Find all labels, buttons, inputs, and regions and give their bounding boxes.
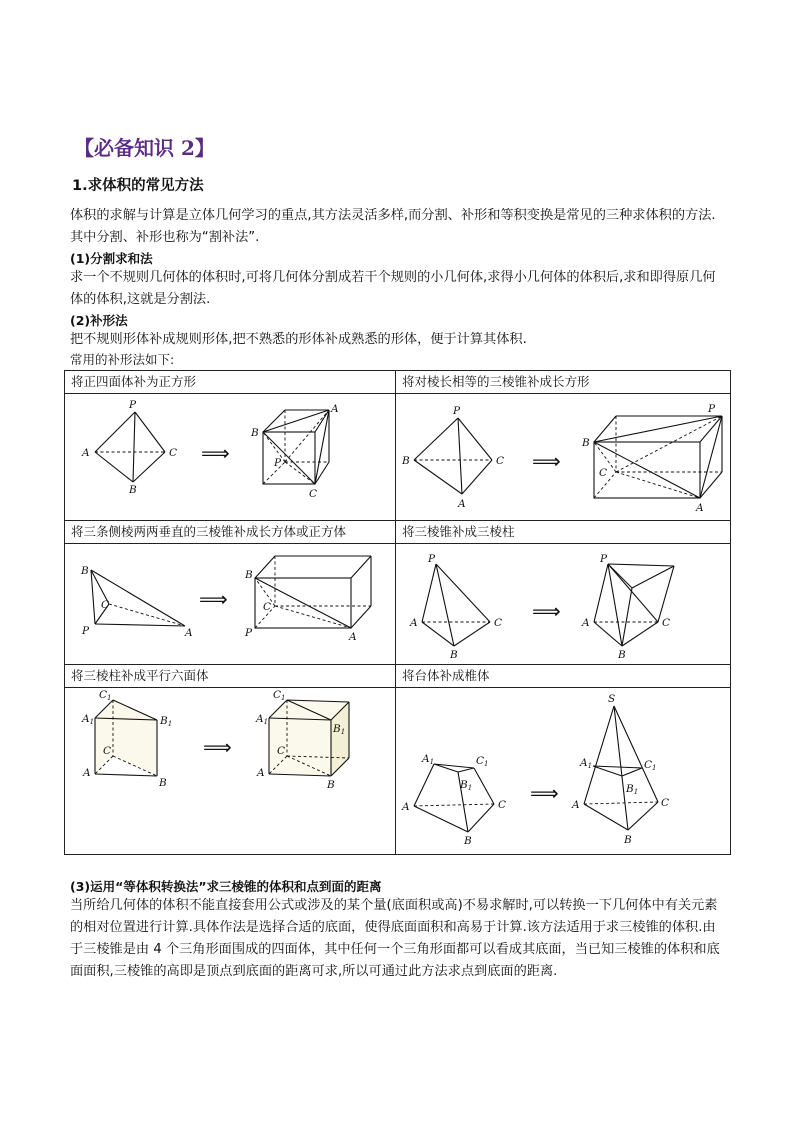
label-c: C: [498, 799, 507, 811]
label-a: A: [83, 767, 91, 779]
figure-tetra-to-prism: [396, 544, 730, 664]
caption-cell: [396, 371, 731, 394]
label-c1: C1: [273, 689, 286, 702]
arrow-icon: ⟹: [201, 441, 230, 465]
caption-cell: [65, 665, 396, 688]
figure-cell: [396, 688, 731, 855]
triangular-prism: [594, 564, 674, 646]
label-b: B: [327, 779, 335, 791]
method2-text: 把不规则形体补成规则形体,把不熟悉的形体补成熟悉的形体，便于计算其体积.: [70, 332, 527, 347]
label-c: C: [494, 617, 503, 629]
label-a: A: [331, 403, 339, 415]
method2-title: (2)补形法: [70, 313, 128, 328]
figure-cell: [65, 394, 396, 521]
arrow-icon: ⟹: [532, 449, 561, 473]
frustum: [414, 764, 494, 832]
label-b: B: [582, 437, 590, 449]
figure-prism-to-parallelepiped: [65, 688, 395, 854]
label-a: A: [349, 631, 357, 643]
label-b: B: [624, 834, 632, 846]
label-b1: B1: [160, 715, 173, 728]
label-b: B: [450, 649, 458, 661]
label-c: C: [662, 617, 671, 629]
tetrahedron: [422, 564, 490, 646]
label-p: P: [708, 403, 716, 415]
table-intro: 常用的补形法如下:: [70, 352, 175, 367]
figure-tetra-to-cuboid: [396, 394, 730, 520]
label-c: C: [103, 745, 112, 757]
label-a: A: [582, 617, 590, 629]
label-a: A: [410, 617, 418, 629]
section-heading: 【必备知识 2】: [74, 136, 215, 160]
arrow-icon: ⟹: [203, 735, 232, 759]
label-p: P: [428, 553, 436, 565]
label-p: P: [453, 405, 461, 417]
label-a1: A1: [422, 753, 435, 766]
label-b1: B1: [626, 783, 639, 796]
label-b: B: [618, 649, 626, 661]
caption-cell: [396, 665, 731, 688]
label-c: C: [496, 455, 505, 467]
label-p: P: [129, 399, 137, 411]
label-c1: C1: [99, 689, 112, 702]
isosceles-tetrahedron: [414, 418, 492, 494]
label-s: S: [608, 693, 616, 705]
caption-tetra-to-prism: 将三棱锥补成三棱柱: [402, 524, 515, 539]
method1-text: 求一个不规则几何体的体积时,可将几何体分割成若干个规则的小几何体,求得小几何体的体积后,求和即得原几何体的体积,这就是分割法.: [70, 270, 716, 307]
figure-tetra-to-cube: [65, 394, 395, 520]
cuboid-figure: [594, 416, 722, 498]
figure-cell: [65, 688, 396, 855]
label-a: A: [82, 447, 90, 459]
label-b1: B1: [333, 723, 346, 736]
label-p: P: [600, 553, 608, 565]
label-a: A: [458, 498, 466, 510]
label-b: B: [464, 835, 472, 847]
label-p: P: [82, 625, 90, 637]
label-p: P: [245, 627, 253, 639]
arrow-icon: ⟹: [199, 587, 228, 611]
figure-cell: [396, 544, 731, 665]
label-c: C: [277, 745, 286, 757]
intro-paragraph: 体积的求解与计算是立体几何学习的重点,其方法灵活多样,而分割、补形和等积变换是常见的三种求体积的方法.其中分割、补形也称为“割补法”.: [70, 208, 716, 245]
label-a: A: [696, 502, 704, 514]
figure-cell: [396, 394, 731, 521]
label-a: A: [185, 627, 193, 639]
method3-text: 当所给几何体的体积不能直接套用公式或涉及的某个量(底面积或高)不易求解时,可以转换一下几何体中有关元素的相对位置进行计算.具体作法是选择合适的底面，使得底面面积和高易于计算.该方法适用于求三棱锥的体积.由于三棱锥是由 4 个三角形面围成的四面体，其中任何一个三角形面都可以看成其底面，当已知三棱锥的体积和底面面积,三棱锥的高即是顶点到底面的距离可求,所以可通过此方法求点到底面的距离.: [70, 898, 720, 979]
label-a1: A1: [580, 757, 593, 770]
caption-tetra-to-cube: 将正四面体补为正方形: [71, 374, 197, 389]
caption-right-tetra: 将三条侧棱两两垂直的三棱锥补成长方体或正方体: [71, 524, 347, 539]
parallelepiped: [269, 700, 349, 776]
label-b: B: [129, 484, 137, 496]
label-a: A: [257, 767, 265, 779]
label-p: P: [274, 457, 282, 469]
label-a: A: [572, 799, 580, 811]
label-b1: B1: [460, 779, 473, 792]
figure-cell: [65, 544, 396, 665]
arrow-icon: ⟹: [530, 781, 559, 805]
caption-tetra-to-cuboid: 将对棱长相等的三棱锥补成长方形: [402, 374, 590, 389]
label-b: B: [81, 565, 89, 577]
label-b: B: [251, 427, 259, 439]
label-b: B: [402, 455, 410, 467]
label-c: C: [169, 447, 178, 459]
method1-title: (1)分割求和法: [70, 251, 153, 266]
label-c: C: [309, 488, 318, 500]
caption-cell: [396, 521, 731, 544]
cube-figure: [263, 410, 329, 484]
figure-right-tetra: [65, 544, 395, 664]
caption-cell: [65, 371, 396, 394]
caption-prism-to-parallelepiped: 将三棱柱补成平行六面体: [71, 668, 209, 683]
completion-methods-table: [64, 370, 731, 855]
label-c1: C1: [476, 755, 489, 768]
topic-title: 1.求体积的常见方法: [72, 178, 204, 194]
label-c1: C1: [644, 759, 657, 772]
regular-tetrahedron: [95, 412, 165, 482]
figure-frustum-to-pyramid: [396, 688, 730, 854]
label-a: A: [402, 801, 410, 813]
label-a1: A1: [256, 713, 269, 726]
caption-cell: [65, 521, 396, 544]
label-c: C: [263, 601, 272, 613]
method3-title: (3)运用“等体积转换法”求三棱锥的体积和点到面的距离: [70, 879, 382, 894]
cuboid-figure: [255, 556, 371, 628]
arrow-icon: ⟹: [532, 599, 561, 623]
label-c: C: [661, 797, 670, 809]
label-b: B: [159, 777, 167, 789]
label-b: B: [245, 569, 253, 581]
label-c: C: [599, 467, 608, 479]
label-c: C: [101, 599, 110, 611]
label-a1: A1: [82, 713, 95, 726]
caption-frustum-to-pyramid: 将台体补成椎体: [402, 668, 490, 683]
trirectangular-tetrahedron: [91, 570, 185, 626]
triangular-prism: [95, 700, 157, 776]
